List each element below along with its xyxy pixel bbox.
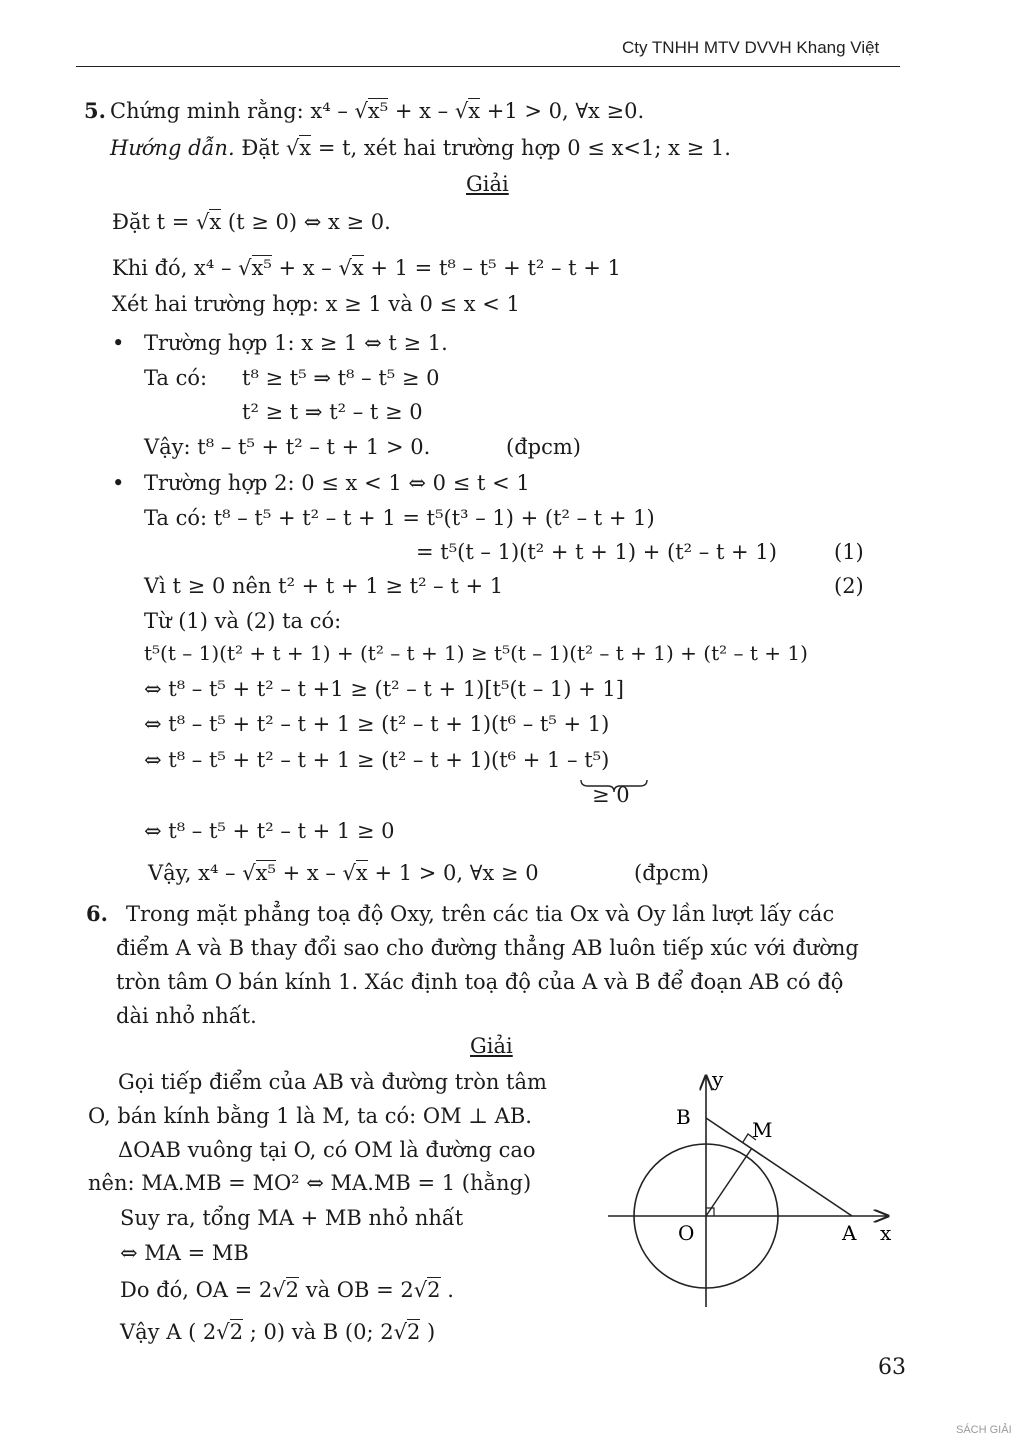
text: (t ≥ 0) ⇔ x ≥ 0.	[221, 210, 391, 234]
case-1-have: Ta có:	[144, 366, 208, 390]
text: Khi đó, x⁴ –	[112, 256, 239, 280]
problem-5-statement: Chứng minh rằng: x⁴ – √x⁵ + x – √x +1 > 0, ∀x ≥0.	[110, 99, 645, 123]
text: )	[420, 1320, 436, 1344]
solution-6-line-4: nên: MA.MB = MO² ⇔ MA.MB = 1 (hằng)	[88, 1171, 532, 1195]
substitution-line: Khi đó, x⁴ – √x⁵ + x – √x + 1 = t⁸ – t⁵ + t² – t + 1	[112, 256, 621, 280]
text: + x –	[271, 256, 339, 280]
text: và OB = 2	[299, 1278, 414, 1302]
equation-tag-2: (2)	[834, 574, 864, 598]
label-x: x	[880, 1221, 892, 1245]
solution-6-line-8: Vậy A ( 2√2 ; 0) và B (0; 2√2 )	[120, 1320, 436, 1344]
case-2-line-9: ⇔ t⁸ – t⁵ + t² – t + 1 ≥ 0	[144, 819, 395, 843]
radicand: x	[468, 99, 481, 123]
watermark-logo: SÁCH GIẢI	[956, 1424, 1012, 1436]
text: ; 0) và B (0; 2	[243, 1320, 394, 1344]
radicand: x⁵	[255, 861, 276, 885]
solution-6-line-2: O, bán kính bằng 1 là M, ta có: OM ⊥ AB.	[88, 1104, 532, 1128]
tangent-line-AB	[706, 1118, 852, 1216]
text: + 1 > 0, ∀x ≥ 0	[367, 861, 539, 885]
label-y: y	[712, 1067, 724, 1091]
case-1-dpcm: (đpcm)	[506, 435, 581, 459]
set-variable-line: Đặt t = √x (t ≥ 0) ⇔ x ≥ 0.	[112, 210, 391, 234]
cases-line: Xét hai trường hợp: x ≥ 1 và 0 ≤ x < 1	[112, 292, 520, 316]
text: Vậy, x⁴ –	[148, 861, 243, 885]
problem-6-number: 6.	[86, 901, 108, 926]
solution-6-line-5: Suy ra, tổng MA + MB nhỏ nhất	[120, 1206, 464, 1230]
bullet-1: •	[112, 331, 125, 355]
radicand: 2	[285, 1278, 300, 1302]
case-2-line-2: = t⁵(t – 1)(t² + t + 1) + (t² – t + 1)	[416, 540, 777, 564]
radicand: 2	[229, 1320, 244, 1344]
radicand: x	[351, 256, 364, 280]
running-header: Cty TNHH MTV DVVH Khang Việt	[622, 38, 880, 57]
case-2-line-8: ⇔ t⁸ – t⁵ + t² – t + 1 ≥ (t² – t + 1)(t⁶ + 1 – t⁵)	[144, 748, 610, 772]
problem-5-number: 5.	[84, 98, 106, 123]
text: + x –	[388, 99, 455, 123]
label-M: M	[752, 1118, 773, 1142]
radicand: x	[355, 861, 368, 885]
text: Đặt t =	[112, 210, 196, 234]
problem-5-dpcm: (đpcm)	[634, 861, 709, 885]
radicand: x	[299, 136, 312, 160]
case-2-line-6: ⇔ t⁸ – t⁵ + t² – t +1 ≥ (t² – t + 1)[t⁵(t – 1) + 1]	[144, 677, 624, 701]
problem-6-line-4: dài nhỏ nhất.	[116, 1004, 257, 1028]
text: = t, xét hai trường hợp 0 ≤ x<1; x ≥ 1.	[311, 136, 731, 160]
case-2-line-7: ⇔ t⁸ – t⁵ + t² – t + 1 ≥ (t² – t + 1)(t⁶ – t⁵ + 1)	[144, 712, 610, 736]
bullet-2: •	[112, 471, 125, 495]
text: .	[440, 1278, 454, 1302]
radicand: x⁵	[367, 99, 389, 123]
case-1-line-1: t⁸ ≥ t⁵ ⇒ t⁸ – t⁵ ≥ 0	[242, 366, 440, 390]
equation-tag-1: (1)	[834, 540, 864, 564]
text: Chứng minh rằng: x⁴ –	[110, 99, 355, 123]
problem-5-conclusion: Vậy, x⁴ – √x⁵ + x – √x + 1 > 0, ∀x ≥ 0	[148, 861, 539, 885]
label-B: B	[676, 1105, 691, 1129]
text: + 1 = t⁸ – t⁵ + t² – t + 1	[363, 256, 621, 280]
radicand: 2	[406, 1320, 421, 1344]
case-1-conclusion: Vậy: t⁸ – t⁵ + t² – t + 1 > 0.	[144, 435, 431, 459]
solution-title-6: Giải	[470, 1034, 513, 1058]
case-1-title: Trường hợp 1: x ≥ 1 ⇔ t ≥ 1.	[144, 331, 448, 355]
header-rule	[76, 66, 900, 67]
case-2-line-3: Vì t ≥ 0 nên t² + t + 1 ≥ t² – t + 1	[144, 574, 504, 598]
text: Vậy A ( 2	[120, 1320, 217, 1344]
solution-6-line-7: Do đó, OA = 2√2 và OB = 2√2 .	[120, 1278, 454, 1302]
page-number: 63	[878, 1355, 906, 1380]
radius-OM	[706, 1148, 752, 1216]
problem-6-line-2: điểm A và B thay đổi sao cho đường thẳng AB luôn tiếp xúc với đường	[116, 936, 859, 960]
case-2-title: Trường hợp 2: 0 ≤ x < 1 ⇔ 0 ≤ t < 1	[144, 471, 530, 495]
solution-6-line-1: Gọi tiếp điểm của AB và đường tròn tâm	[118, 1070, 547, 1094]
case-1-line-2: t² ≥ t ⇒ t² – t ≥ 0	[242, 400, 423, 424]
hint-label: Hướng dẫn.	[110, 136, 235, 160]
radicand: x⁵	[251, 256, 272, 280]
label-O: O	[678, 1221, 695, 1245]
solution-6-line-6: ⇔ MA = MB	[120, 1241, 249, 1265]
problem-6-line-3: tròn tâm O bán kính 1. Xác định toạ độ của A và B để đoạn AB có độ	[116, 970, 844, 994]
text: +1 > 0, ∀x ≥0.	[480, 99, 645, 123]
geometry-figure	[604, 1062, 904, 1312]
radicand: x	[209, 210, 222, 234]
solution-6-line-3: ΔOAB vuông tại O, có OM là đường cao	[118, 1138, 536, 1162]
problem-5-hint: Hướng dẫn. Đặt √x = t, xét hai trường hợp 0 ≤ x<1; x ≥ 1.	[110, 136, 731, 160]
radicand: 2	[427, 1278, 441, 1302]
text: Đặt	[234, 136, 286, 160]
solution-title-5: Giải	[466, 172, 509, 196]
problem-6-line-1: Trong mặt phẳng toạ độ Oxy, trên các tia Ox và Oy lần lượt lấy các	[126, 902, 835, 926]
brace-label: ≥ 0	[592, 783, 630, 807]
text: + x –	[275, 861, 343, 885]
label-A: A	[842, 1221, 857, 1245]
text: Do đó, OA = 2	[120, 1278, 273, 1302]
case-2-line-4: Từ (1) và (2) ta có:	[144, 609, 342, 633]
case-2-line-5: t⁵(t – 1)(t² + t + 1) + (t² – t + 1) ≥ t⁵(t – 1)(t² – t + 1) + (t² – t + 1)	[144, 641, 808, 665]
case-2-line-1: Ta có: t⁸ – t⁵ + t² – t + 1 = t⁵(t³ – 1) + (t² – t + 1)	[144, 506, 655, 530]
